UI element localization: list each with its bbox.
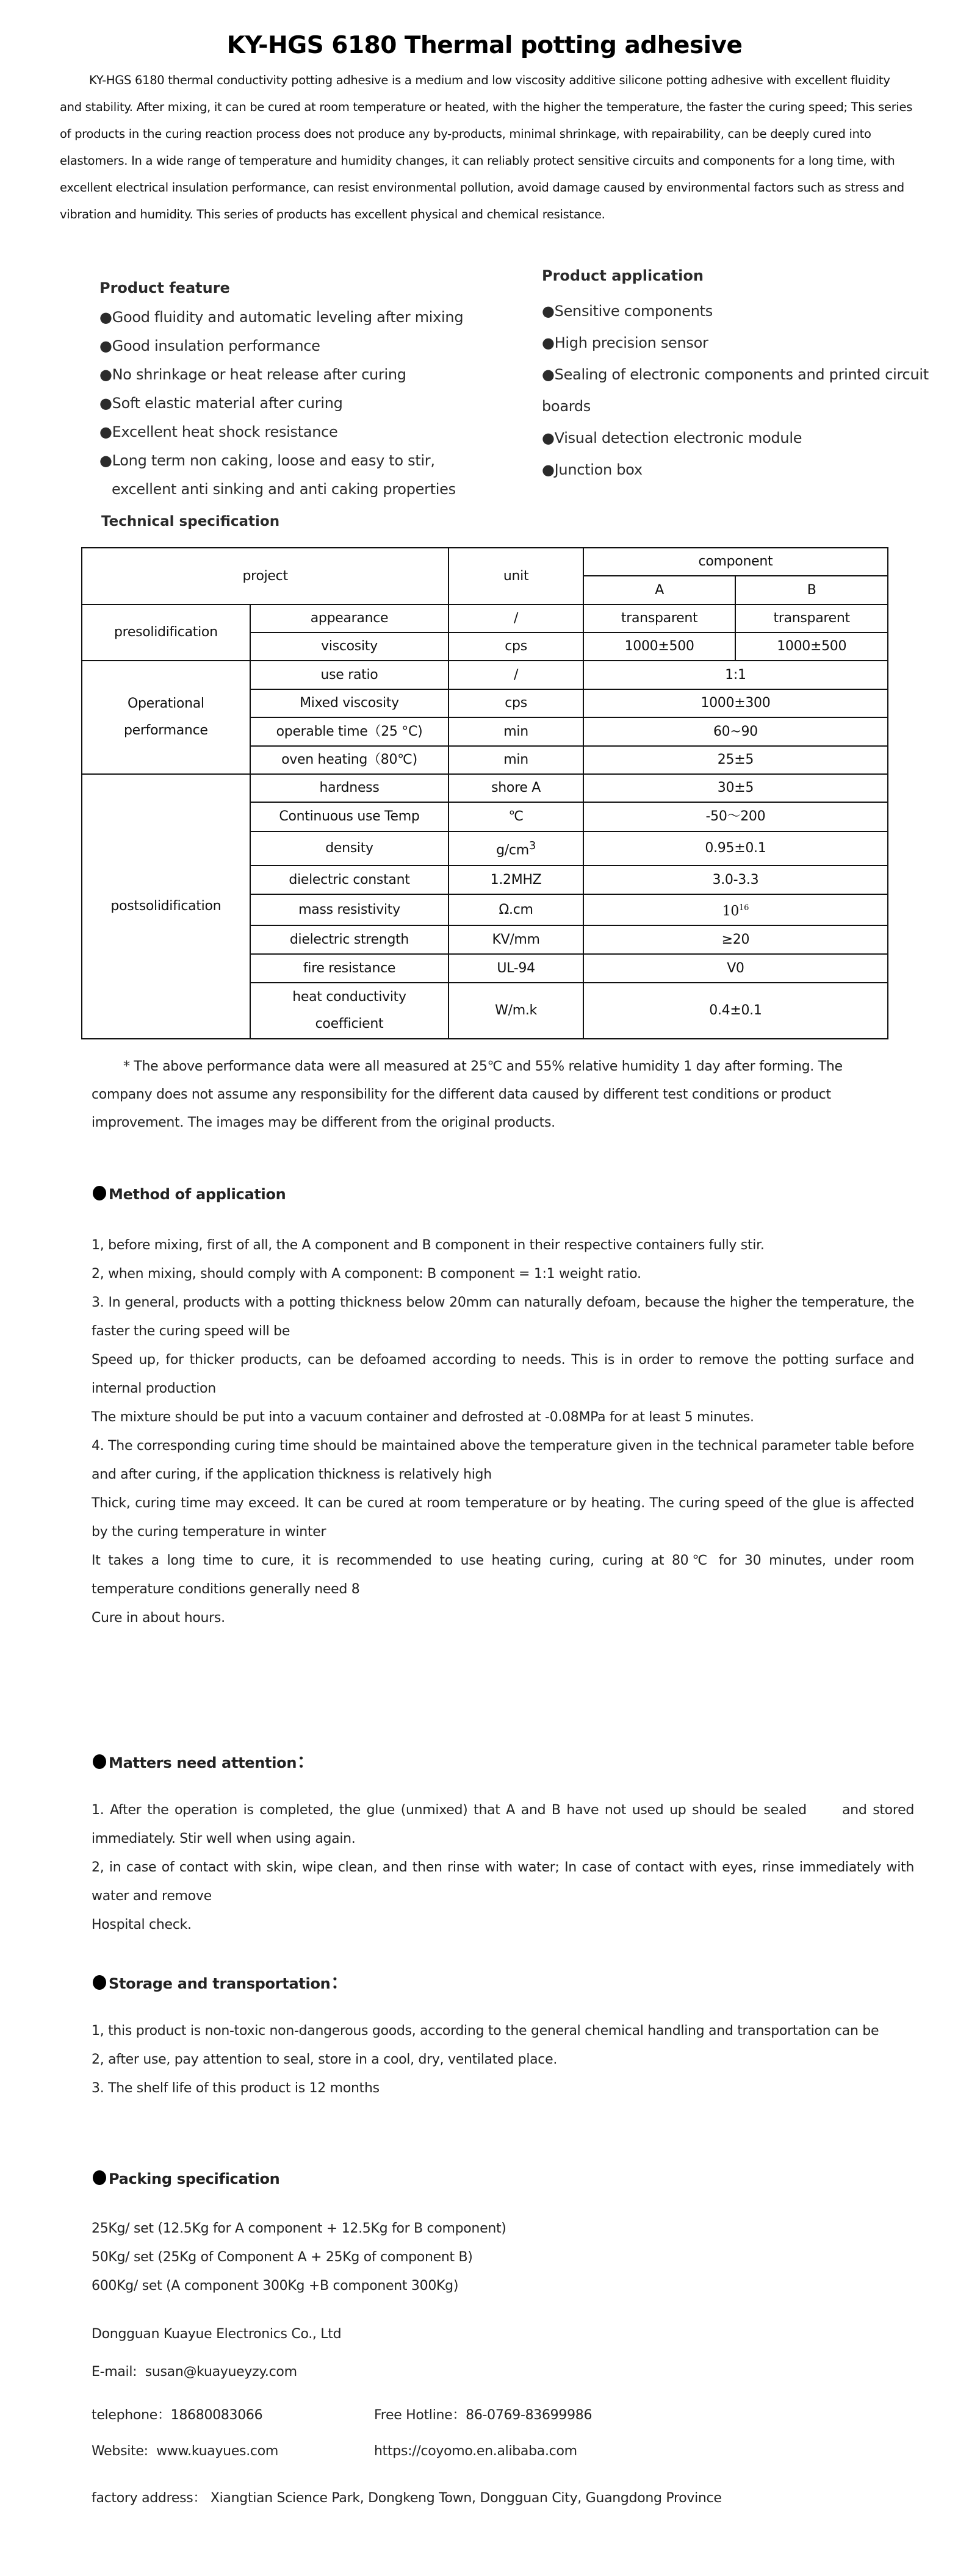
row-unit: cps [448, 689, 583, 717]
row-value [583, 894, 888, 925]
row-item: hardness [250, 774, 449, 802]
group-operational [82, 661, 250, 774]
attention-body [92, 1796, 918, 1939]
table-row [82, 661, 888, 689]
row-item: density [250, 831, 449, 866]
header-component-b: B [735, 576, 888, 605]
performance-note-text: * The above performance data were all measured at 25℃ and 55% relative humidity 1 day after forming. The company does not assume any responsibility for the different data caused by different test conditions or product improvement. The images may be different from the original products. [92, 1059, 843, 1130]
storage-line: 1, this product is non-toxic non-dangerous goods, according to the general chemical handling and transportation can be [92, 2023, 879, 2039]
intro-paragraph [60, 67, 914, 228]
method-heading [93, 1186, 286, 1203]
row-unit: 1.2MHZ [448, 866, 583, 894]
row-value: ≥20 [583, 925, 888, 954]
row-unit: UL-94 [448, 954, 583, 983]
email-row [92, 2364, 297, 2380]
alibaba-link[interactable]: https://coyomo.en.alibaba.com [374, 2444, 577, 2459]
application-item: ●Junction box [542, 461, 643, 478]
row-unit-superscript: 3 [528, 839, 536, 853]
storage-line: 3. The shelf life of this product is 12 months [92, 2081, 380, 2096]
row-value: 30±5 [583, 774, 888, 802]
attention-heading-text: Matters need attention [109, 1754, 297, 1771]
row-unit: min [448, 717, 583, 746]
storage-heading-colon: ： [330, 1970, 350, 1993]
bullet-icon [93, 1186, 106, 1200]
row-item: dielectric strength [250, 925, 449, 954]
feature-item: ●Long term non caking, loose and easy to stir, [99, 452, 435, 469]
header-component-a: A [583, 576, 736, 605]
website-row [92, 2444, 278, 2459]
bullet-icon [93, 1975, 106, 1990]
bullet-icon [93, 2170, 106, 2185]
company-name: Dongguan Kuayue Electronics Co., Ltd [92, 2327, 342, 2342]
row-value: 25±5 [583, 746, 888, 774]
technical-specification-heading: Technical specification [101, 514, 280, 529]
product-application-list [542, 295, 932, 486]
row-item-text: heat conductivity coefficient [292, 989, 406, 1032]
method-line: 4. The corresponding curing time should be maintained above the temperature given in the technical parameter table before and after curing, if the application thickness is relatively high [92, 1438, 914, 1482]
storage-heading [93, 1967, 350, 1995]
method-heading-text: Method of application [109, 1186, 286, 1203]
packing-body [92, 2214, 914, 2300]
row-unit-text: g/cm [496, 842, 529, 858]
row-value: 3.0-3.3 [583, 866, 888, 894]
feature-item: ●Good fluidity and automatic leveling after mixing [99, 309, 464, 326]
row-value: -50～200 [583, 802, 888, 831]
application-item: ●Sensitive components [542, 303, 713, 320]
row-value-b: 1000±500 [735, 633, 888, 661]
intro-text: KY-HGS 6180 thermal conductivity potting adhesive is a medium and low viscosity additive silicone potting adhesive with excellent fluidity and stability. After mixing, it can be cured at room temperature or heated, with the higher the temperature, the faster the curing speed; This series of products in the curing reaction process does not produce any by-products, minimal shrinkage, with repairability, can be deeply cured into elastomers. In a wide range of temperature and humidity changes, it can reliably protect sensitive circuits and components for a long time, with excellent electrical insulation performance, can resist environmental pollution, avoid damage caused by environmental factors such as stress and vibration and humidity. This series of products has excellent physical and chemical resistance. [60, 73, 913, 221]
factory-address-row [92, 2484, 914, 2513]
group-presolidification: presolidification [82, 605, 250, 661]
row-unit: W/m.k [448, 983, 583, 1039]
feature-item: ●No shrinkage or heat release after curing [99, 366, 406, 383]
row-unit: cps [448, 633, 583, 661]
bullet-icon [93, 1754, 106, 1769]
row-value: V0 [583, 954, 888, 983]
header-unit: unit [448, 548, 583, 605]
method-line: 1, before mixing, first of all, the A component and B component in their respective containers fully stir. [92, 1238, 765, 1253]
row-unit [448, 831, 583, 866]
hotline-row [374, 2405, 592, 2424]
group-postsolidification: postsolidification [82, 774, 250, 1039]
document-title: KY-HGS 6180 Thermal potting adhesive [226, 32, 743, 59]
email-link[interactable]: susan@kuayueyzy.com [145, 2364, 297, 2380]
method-line: The mixture should be put into a vacuum container and defrosted at -0.08MPa for at least 5 minutes. [92, 1410, 754, 1425]
method-line: It takes a long time to cure, it is recommended to use heating curing, curing at 80℃ for 30 minutes, under room temperature conditions generally need 8 [92, 1553, 914, 1597]
row-unit: ℃ [448, 802, 583, 831]
attention-line: 2, in case of contact with skin, wipe clean, and then rinse with water; In case of contact with eyes, rinse immediately with water and remove [92, 1860, 914, 1904]
storage-line: 2, after use, pay attention to seal, store in a cool, dry, ventilated place. [92, 2052, 558, 2067]
row-item: dielectric constant [250, 866, 449, 894]
application-item: ●Sealing of electronic components and printed circuit boards [542, 366, 929, 415]
row-item: operable time（25 °C) [250, 717, 449, 746]
hotline-value: 86-0769-83699986 [466, 2408, 593, 2423]
application-item: ●High precision sensor [542, 334, 708, 351]
product-feature-list [99, 303, 527, 504]
row-value: 60~90 [583, 717, 888, 746]
hotline-label: Free Hotline： [374, 2408, 466, 2423]
storage-body [92, 2017, 914, 2103]
row-value-a: transparent [583, 605, 736, 633]
row-item: appearance [250, 605, 449, 633]
packing-line: 25Kg/ set (12.5Kg for A component + 12.5Kg for B component) [92, 2221, 506, 2236]
method-line: Speed up, for thicker products, can be defoamed according to needs. This is in order to remove the potting surface and internal production [92, 1352, 914, 1396]
attention-line: Hospital check. [92, 1917, 192, 1932]
website-label: Website: [92, 2444, 148, 2459]
row-value-text: 10 [722, 903, 740, 919]
row-value: 0.95±0.1 [583, 831, 888, 866]
table-row [82, 774, 888, 802]
row-value-superscript: 16 [739, 903, 749, 913]
row-item [250, 983, 449, 1039]
group-operational-label: Operational performance [124, 696, 208, 738]
address-value: Xiangtian Science Park, Dongkeng Town, Dongguan City, Guangdong Province [210, 2491, 722, 2506]
address-label: factory address： [92, 2491, 207, 2506]
attention-heading-colon: ： [297, 1749, 316, 1773]
feature-item: ●Good insulation performance [99, 337, 320, 354]
row-item: use ratio [250, 661, 449, 689]
method-line: Cure in about hours. [92, 1610, 225, 1626]
row-value: 1:1 [583, 661, 888, 689]
table-row [82, 605, 888, 633]
row-item: oven heating（80℃) [250, 746, 449, 774]
telephone-row [92, 2405, 262, 2424]
performance-note [92, 1053, 885, 1137]
header-component: component [583, 548, 888, 576]
product-application-heading: Product application [542, 267, 704, 284]
method-line: Thick, curing time may exceed. It can be cured at room temperature or by heating. The curing speed of the glue is affected by the curing temperature in winter [92, 1496, 914, 1540]
row-unit: / [448, 605, 583, 633]
row-item: mass resistivity [250, 894, 449, 925]
attention-heading [93, 1746, 316, 1774]
feature-item: ●Excellent heat shock resistance [99, 423, 338, 440]
row-value: 0.4±0.1 [583, 983, 888, 1039]
attention-line: 1. After the operation is completed, the glue (unmixed) that A and B have not used up should be sealed and stored immediately. Stir well when using again. [92, 1803, 918, 1846]
row-value-b: transparent [735, 605, 888, 633]
row-item: fire resistance [250, 954, 449, 983]
method-line: 3. In general, products with a potting thickness below 20mm can naturally defoam, because the higher the temperature, the faster the curing speed will be [92, 1295, 914, 1339]
website-link[interactable]: www.kuayues.com [156, 2444, 278, 2459]
feature-item: ●Soft elastic material after curing [99, 395, 343, 412]
packing-line: 600Kg/ set (A component 300Kg +B component 300Kg) [92, 2278, 459, 2294]
email-label: E-mail: [92, 2364, 137, 2380]
row-unit: shore A [448, 774, 583, 802]
application-item: ●Visual detection electronic module [542, 429, 802, 447]
storage-heading-text: Storage and transportation [109, 1975, 331, 1992]
row-item: viscosity [250, 633, 449, 661]
row-unit: KV/mm [448, 925, 583, 954]
row-unit: Ω.cm [448, 894, 583, 925]
row-value: 1000±300 [583, 689, 888, 717]
row-item: Mixed viscosity [250, 689, 449, 717]
telephone-label: telephone： [92, 2408, 171, 2423]
packing-heading [93, 2170, 279, 2187]
technical-specification-table [81, 547, 888, 1039]
telephone-value: 18680083066 [170, 2408, 263, 2423]
row-unit: min [448, 746, 583, 774]
row-item: Continuous use Temp [250, 802, 449, 831]
row-unit: / [448, 661, 583, 689]
packing-heading-text: Packing specification [109, 2170, 280, 2187]
row-value-a: 1000±500 [583, 633, 736, 661]
header-project: project [82, 548, 448, 605]
product-feature-heading: Product feature [99, 279, 230, 296]
method-line: 2, when mixing, should comply with A component: B component = 1:1 weight ratio. [92, 1266, 641, 1282]
packing-line: 50Kg/ set (25Kg of Component A + 25Kg of component B) [92, 2250, 473, 2265]
method-body [92, 1231, 914, 1632]
feature-item-continuation: excellent anti sinking and anti caking properties [112, 481, 456, 498]
